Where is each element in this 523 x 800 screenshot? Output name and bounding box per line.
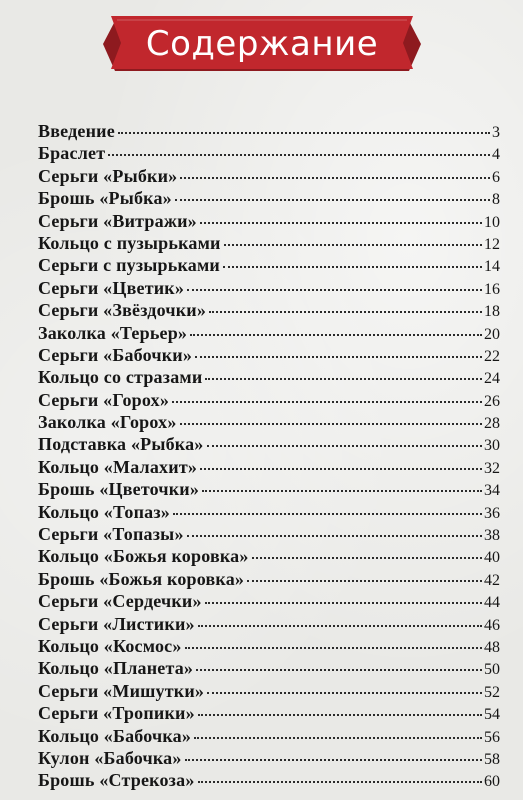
dot-leader (223, 266, 482, 268)
toc-entry-title: Серьги «Мишутки» (38, 680, 205, 701)
toc-entry-page-number: 36 (484, 504, 500, 522)
toc-entry (38, 232, 500, 254)
toc-entry-title: Серьги «Сердечки» (38, 591, 202, 612)
toc-entry (38, 142, 500, 164)
toc-entry (38, 769, 500, 791)
toc-entry-page-number: 14 (484, 258, 500, 276)
toc-entry-title: Серьги «Звёздочки» (38, 300, 207, 321)
toc-entry-page-number: 12 (484, 235, 500, 253)
toc-entry-page-number: 42 (484, 571, 500, 589)
toc-entry (38, 523, 500, 545)
dot-leader (198, 625, 482, 627)
toc-entry-page-number: 48 (484, 638, 500, 656)
toc-entry (38, 187, 500, 209)
toc-entry-title: Кулон «Бабочка» (38, 747, 182, 768)
toc-entry (38, 680, 500, 702)
toc-entry (38, 501, 500, 523)
toc-entry (38, 277, 500, 299)
dot-leader (108, 154, 490, 156)
dot-leader (202, 490, 482, 492)
toc-entry-page-number: 30 (484, 437, 500, 455)
toc-entry-page-number: 38 (484, 527, 500, 545)
toc-entry (38, 635, 500, 657)
toc-entry-title: Кольцо «Божья коровка» (38, 546, 249, 567)
toc-entry (38, 254, 500, 276)
toc-entry-page-number: 16 (484, 280, 500, 298)
dot-leader (200, 222, 482, 224)
toc-entry-title: Серьги «Бабочки» (38, 344, 193, 365)
toc-entry-page-number: 50 (484, 661, 500, 679)
toc-entry-page-number: 56 (484, 728, 500, 746)
dot-leader (247, 580, 482, 582)
toc-entry (38, 568, 500, 590)
toc-entry-page-number: 26 (484, 392, 500, 410)
toc-entry-page-number: 28 (484, 415, 500, 433)
toc-entry-title: Браслет (38, 143, 106, 164)
toc-entry (38, 366, 500, 388)
toc-entry-title: Кольцо «Космос» (38, 635, 182, 656)
toc-entry-title: Брошь «Цветочки» (38, 479, 200, 500)
toc-entry-title: Серьги «Рыбки» (38, 165, 178, 186)
toc-entry-page-number: 52 (484, 683, 500, 701)
toc-entry-page-number: 34 (484, 482, 500, 500)
dot-leader (209, 311, 482, 313)
toc-entry-title: Серьги «Топазы» (38, 524, 184, 545)
dot-leader (205, 378, 482, 380)
toc-entry (38, 433, 500, 455)
toc-entry-page-number: 60 (484, 773, 500, 791)
dot-leader (224, 244, 482, 246)
dot-leader (194, 737, 482, 739)
contents-banner (103, 13, 421, 75)
dot-leader (187, 535, 482, 537)
toc-entry-page-number: 8 (492, 191, 500, 209)
toc-entry-title: Брошь «Стрекоза» (38, 770, 195, 791)
toc-entry-title: Кольцо со стразами (38, 367, 203, 388)
dot-leader (175, 199, 490, 201)
toc-entry-page-number: 40 (484, 549, 500, 567)
toc-entry-title: Введение (38, 121, 115, 141)
dot-leader (190, 334, 482, 336)
toc-entry (38, 590, 500, 612)
toc-entry (38, 344, 500, 366)
toc-entry-title: Кольцо с пузырьками (38, 232, 221, 253)
toc-entry-page-number: 22 (484, 347, 500, 365)
dot-leader (207, 692, 482, 694)
toc-entry-title: Заколка «Горох» (38, 412, 177, 433)
toc-entry-page-number: 4 (492, 146, 500, 164)
toc-entry (38, 657, 500, 679)
toc-entry-title: Кольцо «Планета» (38, 658, 194, 679)
toc-entry-title: Подставка «Рыбка» (38, 434, 204, 455)
toc-entry-page-number: 58 (484, 750, 500, 768)
toc-entry-title: Серьги «Листики» (38, 613, 195, 634)
toc-entry (38, 411, 500, 433)
toc-entry-title: Заколка «Терьер» (38, 322, 188, 343)
dot-leader (195, 356, 482, 358)
dot-leader (207, 445, 482, 447)
toc-entry-title: Серьги «Горох» (38, 389, 170, 410)
dot-leader (180, 177, 490, 179)
dot-leader (173, 513, 482, 515)
toc-entry-title: Серьги с пузырьками (38, 255, 220, 276)
toc-entry-page-number: 3 (492, 124, 500, 141)
toc-entry-title: Кольцо «Малахит» (38, 456, 198, 477)
page-title: Содержание (145, 24, 379, 64)
toc-entry (38, 165, 500, 187)
toc-entry-title: Серьги «Цветик» (38, 277, 185, 298)
toc-entry (38, 478, 500, 500)
toc-entry (38, 545, 500, 567)
toc-entry-page-number: 32 (484, 459, 500, 477)
toc-entry (38, 725, 500, 747)
dot-leader (196, 669, 482, 671)
toc-entry-page-number: 10 (484, 213, 500, 231)
toc-entry-page-number: 54 (484, 706, 500, 724)
dot-leader (198, 714, 482, 716)
toc-entry-title: Брошь «Божья коровка» (38, 568, 245, 589)
toc-entry (38, 299, 500, 321)
toc-entry-page-number: 6 (492, 168, 500, 186)
toc-entry (38, 120, 500, 142)
dot-leader (187, 289, 482, 291)
toc-entry (38, 613, 500, 635)
dot-leader (252, 557, 482, 559)
dot-leader (198, 781, 482, 783)
table-of-contents (38, 120, 500, 792)
toc-entry-page-number: 24 (484, 370, 500, 388)
toc-entry-page-number: 18 (484, 303, 500, 321)
dot-leader (118, 132, 490, 134)
toc-entry-page-number: 20 (484, 325, 500, 343)
toc-entry-title: Кольцо «Бабочка» (38, 725, 192, 746)
toc-entry (38, 322, 500, 344)
toc-entry-page-number: 46 (484, 616, 500, 634)
toc-entry (38, 747, 500, 769)
dot-leader (200, 468, 482, 470)
toc-entry (38, 456, 500, 478)
toc-entry-title: Серьги «Тропики» (38, 703, 195, 724)
dot-leader (185, 647, 482, 649)
dot-leader (172, 401, 482, 403)
dot-leader (185, 759, 482, 761)
toc-entry (38, 210, 500, 232)
toc-entry-page-number: 44 (484, 594, 500, 612)
toc-entry (38, 389, 500, 411)
dot-leader (180, 423, 482, 425)
toc-entry-title: Кольцо «Топаз» (38, 501, 171, 522)
toc-entry-title: Брошь «Рыбка» (38, 188, 172, 209)
toc-entry-title: Серьги «Витражи» (38, 210, 197, 231)
toc-entry (38, 702, 500, 724)
dot-leader (205, 602, 482, 604)
